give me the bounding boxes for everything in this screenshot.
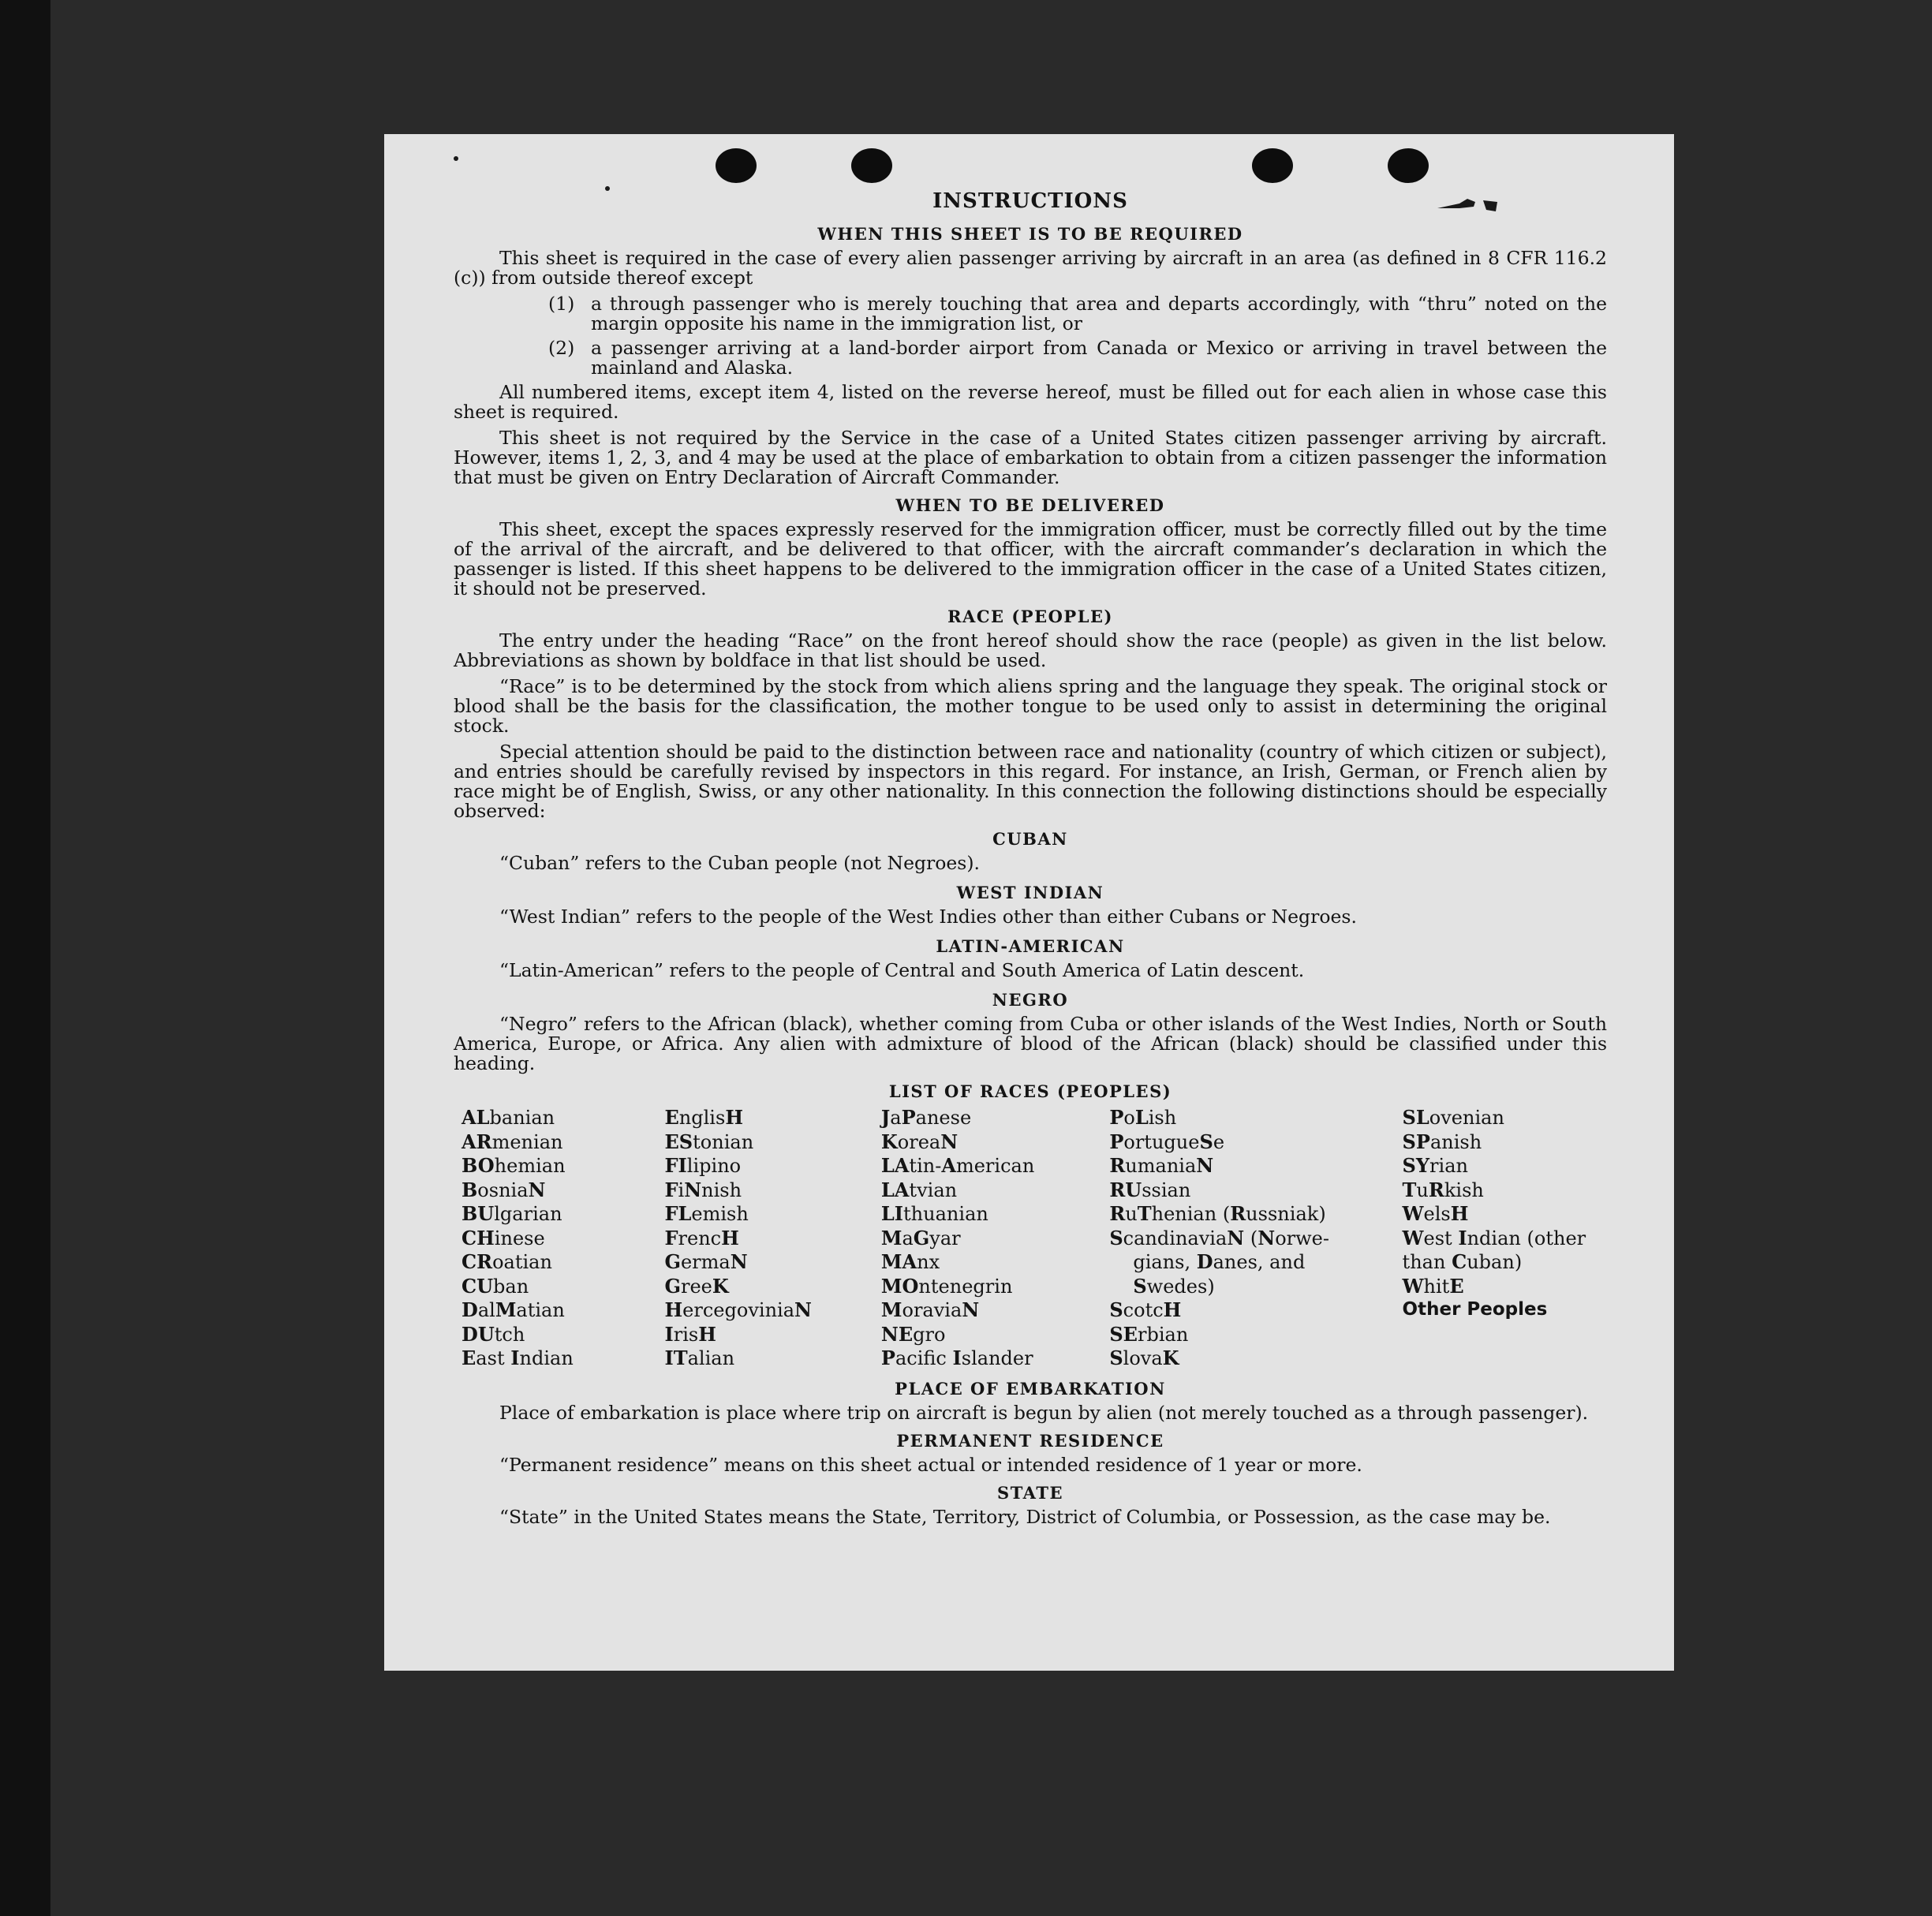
race-entry: CUban (462, 1274, 529, 1298)
race-entry: BosniaN (462, 1178, 546, 1201)
race-entry: LAtin-American (880, 1154, 1035, 1177)
race-para-3: Special attention should be paid to the distinction between race and nationality (country of which citizen or subject), and entries should be carefully revised by inspectors in this regard. For instance, an Irish, German, or French alien by race might be of English, Swiss, or any other nationality. In this connection the following distinctions should be especially observed: (454, 741, 1607, 822)
race-entry: PoLish (1109, 1106, 1177, 1129)
heading-latin-american: LATIN-AMERICAN (936, 936, 1125, 956)
race-entry: East Indian (462, 1346, 574, 1369)
race-entry: MAnx (880, 1250, 940, 1273)
race-entry: ALbanian (462, 1106, 555, 1129)
races-column (1403, 1106, 1607, 1371)
races-column (881, 1106, 1109, 1371)
heading-delivered: WHEN TO BE DELIVERED (895, 495, 1165, 515)
race-para-2: “Race” is to be determined by the stock from which aliens spring and the language they speak. The original stock or blood shall be the basis for the classification, the mother tongue to be used only to assist in determining the original stock. (454, 675, 1607, 737)
race-entry: WelsH (1402, 1202, 1469, 1225)
punch-hole (1252, 148, 1293, 183)
race-entry: KoreaN (880, 1130, 959, 1153)
races-column (1109, 1106, 1402, 1371)
races-list (462, 1106, 1607, 1371)
race-entry: SPanish (1402, 1130, 1482, 1153)
exception-text: a through passenger who is merely touching that area and departs accordingly, with “thru” noted on the margin opposite his name in the immigration list, or (591, 293, 1607, 334)
required-para-2: All numbered items, except item 4, listed on the reverse hereof, must be filled out for each alien in whose case this sheet is required. (454, 381, 1607, 423)
race-entry: PortugueSe (1109, 1130, 1225, 1153)
race-entry: MOntenegrin (880, 1274, 1013, 1298)
race-entry: BUlgarian (462, 1202, 562, 1225)
required-para-3: This sheet is not required by the Service in the case of a United States citizen passenger arriving by aircraft. However, items 1, 2, 3, and 4 may be used at the place of embarkation to obtain from a citizen passenger the information that must be given on Entry Declaration of Aircraft Commander. (454, 427, 1607, 488)
race-entry: FLemish (664, 1202, 749, 1225)
race-entry: SErbian (1109, 1322, 1189, 1346)
exception-item (548, 338, 1607, 378)
race-entry: LIthuanian (880, 1202, 988, 1225)
race-entry: GermaN (664, 1250, 748, 1273)
heading-cuban: CUBAN (992, 829, 1068, 849)
race-entry: TuRkish (1402, 1178, 1484, 1201)
punch-hole (851, 148, 892, 183)
race-entry: CRoatian (462, 1250, 552, 1273)
race-entry: RumaniaN (1109, 1154, 1214, 1177)
heading-race: RACE (PEOPLE) (947, 607, 1113, 626)
races-column (462, 1106, 664, 1371)
race-entry: WhitE (1402, 1274, 1464, 1298)
race-entry: ARmenian (462, 1130, 563, 1153)
west-indian-text: “West Indian” refers to the people of the West Indies other than either Cubans or Negroes. (499, 906, 1357, 928)
document-title: INSTRUCTIONS (932, 189, 1128, 213)
race-entry: HercegoviniaN (664, 1298, 812, 1321)
exception-number: (1) (548, 293, 575, 315)
race-para-1: The entry under the heading “Race” on the front hereof should show the race (people) as given in the list below. Abbreviations as shown by boldface in that list should be used. (454, 629, 1607, 671)
race-entry: MaGyar (880, 1226, 961, 1249)
delivered-text: This sheet, except the spaces expressly reserved for the immigration officer, must be correctly filled out by the time of the arrival of the aircraft, and be delivered to that officer, with the aircraft commander’s declaration in which the passenger is listed. If this sheet happens to be delivered to the immigration officer in the case of a United States citizen, it should not be preserved. (454, 518, 1607, 599)
heading-required: WHEN THIS SHEET IS TO BE REQUIRED (817, 224, 1243, 244)
race-entry: LAtvian (880, 1178, 958, 1201)
exception-number: (2) (548, 337, 575, 359)
negro-text: “Negro” refers to the African (black), whether coming from Cuba or other islands of the West Indies, North or South America, Europe, or Africa. Any alien with admixture of blood of the African (black) should be classified under this heading. (454, 1013, 1607, 1074)
race-entry: EStonian (664, 1130, 754, 1153)
race-entry: RUssian (1109, 1178, 1191, 1201)
race-entry: ITalian (664, 1346, 735, 1369)
race-entry: NEgro (880, 1322, 946, 1346)
race-entry: CHinese (462, 1226, 545, 1249)
document-sheet (384, 134, 1674, 1671)
race-entry: SLovenian (1402, 1106, 1504, 1129)
heading-negro: NEGRO (992, 990, 1069, 1010)
race-entry: EnglisH (664, 1106, 743, 1129)
race-entry: FiNnish (664, 1178, 742, 1201)
state-text: “State” in the United States means the State, Territory, District of Columbia, or Possession, as the case may be. (499, 1505, 1551, 1528)
dust-speck (605, 186, 610, 191)
exception-text: a passenger arriving at a land-border airport from Canada or Mexico or arriving in travel between the mainland and Alaska. (591, 337, 1607, 379)
race-entry-continued: gians, Danes, and (1133, 1250, 1306, 1273)
heading-west-indian: WEST INDIAN (956, 883, 1104, 902)
race-entry: RuThenian (Russniak) (1109, 1202, 1326, 1225)
heading-state: STATE (997, 1482, 1063, 1503)
race-entry: IrisH (664, 1322, 716, 1346)
embarkation-text: Place of embarkation is place where trip on aircraft is begun by alien (not merely touched as a through passenger). (499, 1401, 1589, 1424)
races-column (664, 1106, 880, 1371)
race-entry: MoraviaN (880, 1298, 980, 1321)
punch-hole (716, 148, 757, 183)
dust-speck (454, 156, 458, 161)
heading-embarkation: PLACE OF EMBARKATION (895, 1378, 1166, 1399)
race-entry: DalMatian (462, 1298, 565, 1321)
ink-stamp-mark (1436, 196, 1502, 213)
race-entry-continued: than Cuban) (1402, 1250, 1523, 1273)
residence-text: “Permanent residence” means on this sheet actual or intended residence of 1 year or more. (499, 1453, 1362, 1476)
race-entry: SYrian (1402, 1154, 1468, 1177)
race-entry: BOhemian (462, 1154, 566, 1177)
race-entry: FIlipino (664, 1154, 742, 1177)
race-entry: ScandinaviaN (Norwe- (1109, 1226, 1329, 1249)
scan-film-edge (0, 0, 50, 1916)
race-entry-continued: Swedes) (1133, 1274, 1215, 1298)
race-entry: Other Peoples (1402, 1299, 1548, 1320)
exception-item (548, 294, 1607, 334)
race-entry: GreeK (664, 1274, 729, 1298)
race-entry: DUtch (462, 1322, 525, 1346)
required-intro: This sheet is required in the case of every alien passenger arriving by aircraft in an area (as defined in 8 CFR 116.2 (c)) from outside thereof except (454, 247, 1607, 289)
punch-hole (1388, 148, 1429, 183)
race-entry: SlovaK (1109, 1346, 1179, 1369)
heading-residence: PERMANENT RESIDENCE (896, 1430, 1164, 1451)
heading-list-of-races: LIST OF RACES (PEOPLES) (888, 1081, 1172, 1101)
cuban-text: “Cuban” refers to the Cuban people (not Negroes). (499, 852, 981, 874)
race-entry: West Indian (other (1402, 1226, 1586, 1249)
race-entry: Pacifc Islander (880, 1346, 1033, 1369)
race-entry: ScotcH (1109, 1298, 1182, 1321)
race-entry: FrencH (664, 1226, 739, 1249)
latin-american-text: “Latin-American” refers to the people of Central and South America of Latin descent. (499, 959, 1305, 981)
race-entry: JaPanese (880, 1106, 972, 1129)
